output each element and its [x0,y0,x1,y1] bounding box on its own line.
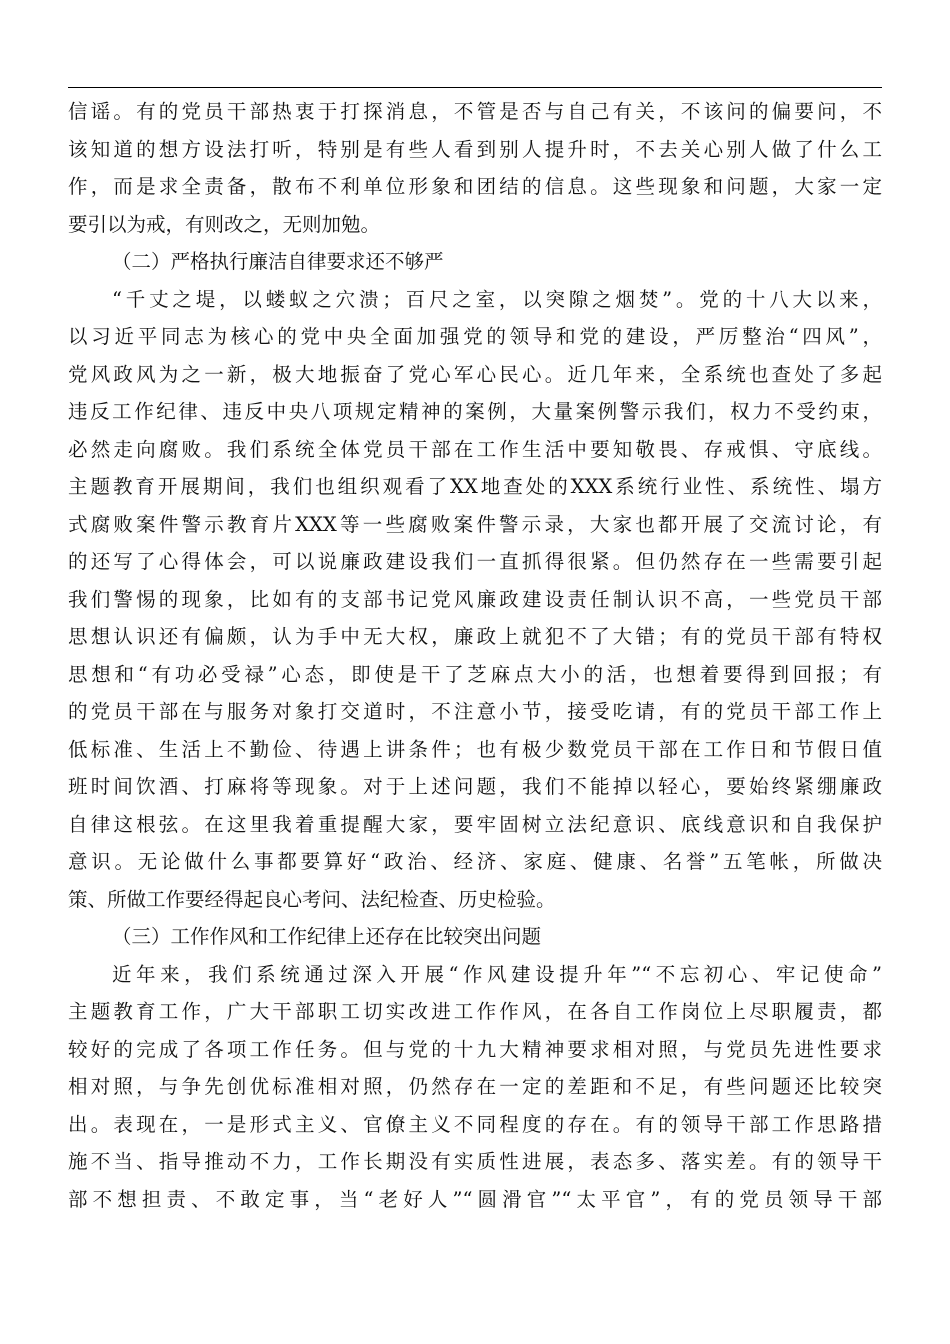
text-line: 低标准、生活上不勤俭、待遇上讲条件；也有极少数党员干部在工作日和节假日值 [68,737,882,761]
section-heading: （二）严格执行廉洁自律要求还不够严 [112,250,444,273]
text-line: 的还写了心得体会，可以说廉政建设我们一直抓得很紧。但仍然存在一些需要引起 [68,550,882,573]
text-line: 意识。无论做什么事都要算好“政治、经济、家庭、健康、名誉”五笔帐，所做决 [68,850,882,873]
text-line: 近年来，我们系统通过深入开展“作风建设提升年”“不忘初心、牢记使命” [112,962,882,986]
text-line: “千丈之堤，以蝼蚁之穴溃；百尺之室，以突隙之烟焚”。党的十八大以来， [112,287,882,311]
text-line: 以习近平同志为核心的党中央全面加强党的领导和党的建设，严厉整治“四风”， [68,325,882,348]
text-line: 自律这根弦。在这里我着重提醒大家，要牢固树立法纪意识、底线意识和自我保护 [68,812,882,836]
text-line: 式腐败案件警示教育片XXX等一些腐败案件警示录，大家也都开展了交流讨论，有 [68,512,882,536]
header-rule [68,87,882,88]
text-line: 要引以为戒，有则改之，无则加勉。 [68,212,381,236]
text-line: 较好的完成了各项工作任务。但与党的十九大精神要求相对照，与党员先进性要求 [68,1037,882,1061]
text-line: 策、所做工作要经得起良心考问、法纪检查、历史检验。 [68,887,556,911]
text-line: 我们警惕的现象，比如有的支部书记党风廉政建设责任制认识不高，一些党员干部 [68,587,882,611]
text-line: 必然走向腐败。我们系统全体党员干部在工作生活中要知敬畏、存戒惧、守底线。 [68,437,882,461]
text-line: 主题教育工作，广大干部职工切实改进工作作风，在各自工作岗位上尽职履责，都 [68,1000,882,1023]
body-text [68,93,882,1218]
text-line: 党风政风为之一新，极大地振奋了党心军心民心。近几年来，全系统也查处了多起 [68,362,882,386]
text-line: 相对照，与争先创优标准相对照，仍然存在一定的差距和不足，有些问题还比较突 [68,1075,882,1098]
text-line: 该知道的想方设法打听，特别是有些人看到别人提升时，不去关心别人做了什么工 [68,137,882,161]
text-line: 主题教育开展期间，我们也组织观看了XX地查处的XXX系统行业性、系统性、塌方 [68,475,882,498]
text-line: 作，而是求全责备，散布不利单位形象和团结的信息。这些现象和问题，大家一定 [68,175,882,198]
text-line: 思想和“有功必受禄”心态，即使是干了芝麻点大小的活，也想着要得到回报；有 [68,662,882,686]
text-line: 出。表现在，一是形式主义、官僚主义不同程度的存在。有的领导干部工作思路措 [68,1112,882,1136]
section-heading: （三）工作作风和工作纪律上还存在比较突出问题 [112,925,542,948]
text-line: 部不想担责、不敢定事，当“老好人”“圆滑官”“太平官”，有的党员领导干部 [68,1187,882,1211]
text-line: 施不当、指导推动不力，工作长期没有实质性进展，表态多、落实差。有的领导干 [68,1150,882,1173]
text-line: 信谣。有的党员干部热衷于打探消息，不管是否与自己有关，不该问的偏要问，不 [68,100,882,123]
text-line: 班时间饮酒、打麻将等现象。对于上述问题，我们不能掉以轻心，要始终紧绷廉政 [68,775,882,798]
text-line: 的党员干部在与服务对象打交道时，不注意小节，接受吃请，有的党员干部工作上 [68,700,882,723]
text-line: 违反工作纪律、违反中央八项规定精神的案例，大量案例警示我们，权力不受约束， [68,400,882,423]
text-line: 思想认识还有偏颇，认为手中无大权，廉政上就犯不了大错；有的党员干部有特权 [68,625,882,648]
